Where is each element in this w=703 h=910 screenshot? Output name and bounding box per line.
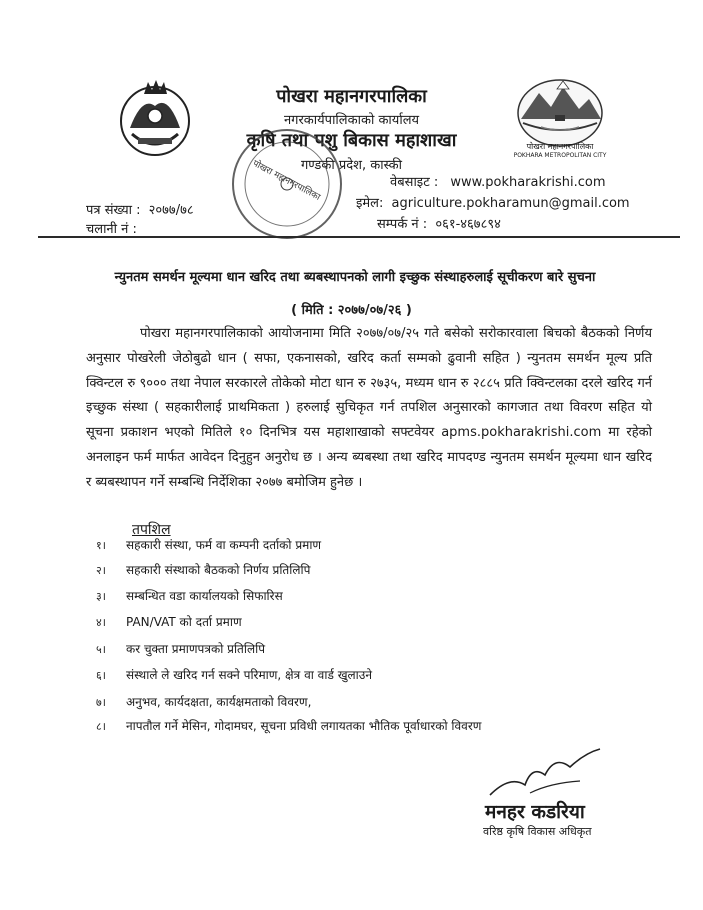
pokhara-metro-logo <box>505 75 615 161</box>
list-item: १। सहकारी संस्था, फर्म वा कम्पनी दर्ताको प्रमाण <box>96 538 322 552</box>
logo-right-text: पोखरा महानगरपालिका <box>526 142 594 151</box>
header-divider <box>38 236 680 238</box>
email-link[interactable]: agriculture.pokharamun@gmail.com <box>391 196 630 211</box>
office-address: गण्डकी प्रदेश, कास्की <box>300 158 403 173</box>
list-item: ३। सम्बन्धित वडा कार्यालयको सिफारिस <box>96 589 283 603</box>
signatory-title: वरिष्ठ कृषि विकास अधिकृत <box>483 825 592 838</box>
list-item: २। सहकारी संस्थाको बैठकको निर्णय प्रतिलिपि <box>96 563 311 577</box>
letter-number <box>86 200 194 218</box>
phone-line <box>377 214 501 232</box>
office-seal <box>228 125 346 243</box>
signatory-name: मनहर कडरिया <box>485 801 585 823</box>
list-item: ५। कर चुक्ता प्रमाणपत्रको प्रतिलिपि <box>96 642 266 656</box>
notice-subject: न्युनतम समर्थन मूल्यमा धान खरिद तथा ब्यबस्थापनको लागी इच्छुक संस्थाहरुलाई सूचीकरण बारे सुचना <box>114 270 596 285</box>
notice-paragraph: पोखरा महानगरपालिकाको आयोजनामा मिति २०७७/०७/२५ गते बसेको सरोकारवाला बिचको बैठकको निर्णय अनुसार पोखरेली जेठोबुढो धान ( सफा, एकनासको, खरिद कर्ता सम्मको ढुवानी सहित ) न्युनतम समर्थन मूल्य प्रति क्विन्टल रु ९००० तथा नेपाल सरकारले तोकेको मोटा धान रु २७३५, मध्यम धान रु २८८५ प्रति क्विन्टलका दरले खरिद गर्न इच्छुक संस्था ( सहकारीलाई प्राथमिकता ) हरुलाई सुचिकृत गर्न तपशिल अनुसारको कागजात तथा विवरण सहित यो सूचना प्रकाशन भएको मितिले १० दिनभित्र यस महाशाखाको सफ्टवेयर apms.pokharakrishi.com मा रहेको अनलाइन फर्म मार्फत आवेदन दिनुहुन अनुरोध छ । अन्य ब्यबस्था तथा खरिद मापदण्ड न्युनतम समर्थन मूल्यमा धान खरिद र ब्यबस्थापन गर्ने सम्बन्धि निर्देशिका २०७७ बमोजिम हुनेछ । <box>86 326 652 490</box>
branch-name: कृषि तथा पशु बिकास महाशाखा <box>246 130 457 151</box>
logo-right-subtext: POKHARA METROPOLITAN CITY <box>513 152 607 159</box>
phone-label: सम्पर्क नं : <box>377 217 428 232</box>
office-name: नगरकार्यपालिकाको कार्यालय <box>283 113 420 128</box>
phone-number: ०६१-४६७८९४ <box>435 217 501 232</box>
website-link[interactable]: www.pokharakrishi.com <box>450 175 606 190</box>
website-line <box>390 172 606 190</box>
letter-number-label: पत्र संख्या : <box>86 203 141 218</box>
list-item: ४। PAN/VAT को दर्ता प्रमाण <box>96 615 242 629</box>
email-label: इमेल: <box>356 196 384 211</box>
seal-text: पोखरा महानगरपालिका <box>250 158 322 203</box>
notice-body <box>86 322 652 496</box>
dispatch-number <box>86 219 137 237</box>
list-item: ८। नापतौल गर्ने मेसिन, गोदामघर, सूचना प्रविधी लगायतका भौतिक पूर्वाधारको विवरण <box>96 719 482 733</box>
list-item: ७। अनुभव, कार्यदक्षता, कार्यक्षमताको विवरण, <box>96 695 312 709</box>
dispatch-number-label: चलानी नं : <box>86 222 137 237</box>
letter-number-value: २०७७/७८ <box>148 203 194 218</box>
email-line <box>356 193 630 211</box>
list-item: ६। संस्थाले ले खरिद गर्न सक्ने परिमाण, क्षेत्र वा वार्ड खुलाउने <box>96 668 372 682</box>
details-heading: तपशिल <box>132 522 171 538</box>
org-name: पोखरा महानगरपालिका <box>276 86 427 107</box>
website-label: वेबसाइट : <box>390 175 439 190</box>
notice-date: ( मिति : २०७७/०७/२६ ) <box>291 303 412 318</box>
